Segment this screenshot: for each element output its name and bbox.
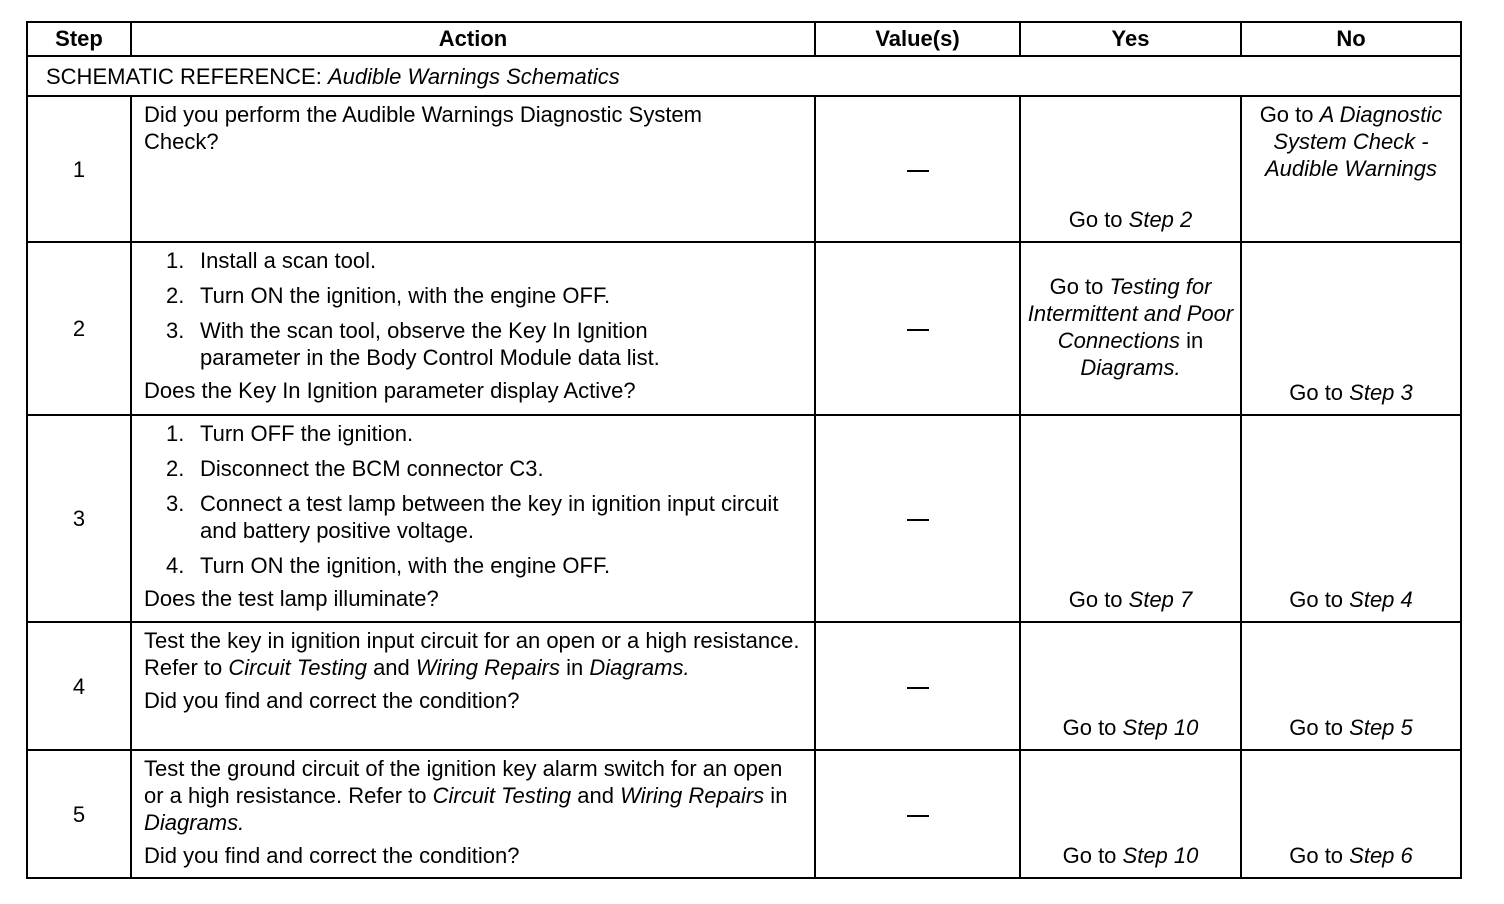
yes-prefix: Go to (1049, 273, 1110, 299)
wiring-repairs-link[interactable]: Wiring Repairs (620, 783, 765, 808)
diagnostic-table (26, 21, 1462, 879)
no-prefix: Go to (1289, 715, 1350, 740)
step-number: 2 (27, 242, 131, 415)
yes-link-2[interactable]: Diagrams. (1080, 354, 1181, 380)
no-cell (1241, 415, 1461, 622)
action-question: Does the Key In Ignition parameter display Active? (144, 378, 636, 403)
value-cell (815, 96, 1020, 242)
action-question: Did you find and correct the condition? (144, 843, 520, 868)
no-prefix: Go to (1289, 587, 1350, 612)
list-item: 1. Install a scan tool. (166, 248, 377, 273)
no-link[interactable]: Step 5 (1349, 715, 1413, 740)
no-prefix: Go to (1289, 843, 1350, 868)
yes-cell (1020, 96, 1241, 242)
yes-prefix: Go to (1068, 207, 1129, 232)
yes-cell (1020, 622, 1241, 750)
table-row (27, 96, 1461, 242)
yes-link[interactable]: Step 2 (1128, 207, 1193, 232)
action-cell (131, 242, 815, 415)
value-dash (907, 329, 929, 331)
schematic-reference-row (27, 56, 1461, 96)
list-item: 2. Disconnect the BCM connector C3. (166, 456, 544, 481)
header-yes: Yes (1020, 22, 1241, 56)
table-row (27, 415, 1461, 622)
header-step: Step (27, 22, 131, 56)
diagrams-link[interactable]: Diagrams. (589, 655, 690, 680)
list-item: 3. With the scan tool, observe the Key In Ignition parameter in the Body Control Module data list. (166, 318, 660, 370)
no-cell (1241, 96, 1461, 242)
yes-cell (1020, 750, 1241, 878)
no-link[interactable]: Step 6 (1349, 843, 1413, 868)
yes-cell (1020, 242, 1241, 415)
step-number: 5 (27, 750, 131, 878)
action-cell (131, 96, 815, 242)
yes-prefix: Go to (1062, 843, 1123, 868)
list-item: 3. Connect a test lamp between the key in ignition input circuit and battery positive voltage. (166, 491, 779, 543)
value-cell (815, 750, 1020, 878)
value-dash (907, 170, 929, 172)
no-link[interactable]: Step 4 (1349, 587, 1413, 612)
wiring-repairs-link[interactable]: Wiring Repairs (415, 655, 560, 680)
yes-link[interactable]: Step 10 (1122, 843, 1199, 868)
yes-cell (1020, 415, 1241, 622)
yes-prefix: Go to (1068, 587, 1129, 612)
header-action: Action (131, 22, 815, 56)
table-row (27, 750, 1461, 878)
no-link[interactable]: Step 3 (1349, 380, 1413, 405)
schematic-reference (27, 56, 1461, 96)
step-number: 4 (27, 622, 131, 750)
action-question: Does the test lamp illuminate? (144, 586, 439, 611)
value-dash (907, 687, 929, 689)
header-values: Value(s) (815, 22, 1020, 56)
action-text: Test the ground circuit of the ignition key alarm switch for an open or a high resistance. Refer to Circuit Testing and Wiring Repairs in Diagrams. (144, 756, 788, 835)
circuit-testing-link[interactable]: Circuit Testing (432, 783, 572, 808)
schematic-reference-label: SCHEMATIC REFERENCE: (46, 63, 328, 89)
yes-link[interactable]: Step 10 (1122, 715, 1199, 740)
table-row (27, 242, 1461, 415)
value-dash (907, 815, 929, 817)
value-cell (815, 622, 1020, 750)
yes-prefix: Go to (1062, 715, 1123, 740)
no-link[interactable]: A Diagnostic System Check - Audible Warnings (1264, 102, 1443, 181)
yes-link[interactable]: Step 7 (1128, 587, 1193, 612)
list-item: 4. Turn ON the ignition, with the engine OFF. (166, 553, 611, 578)
diagrams-link[interactable]: Diagrams. (144, 810, 245, 835)
value-dash (907, 519, 929, 521)
circuit-testing-link[interactable]: Circuit Testing (228, 655, 367, 680)
action-cell (131, 750, 815, 878)
list-item: 2. Turn ON the ignition, with the engine OFF. (166, 283, 611, 308)
value-cell (815, 242, 1020, 415)
action-question: Did you find and correct the condition? (144, 688, 520, 713)
step-number: 3 (27, 415, 131, 622)
no-prefix: Go to (1289, 380, 1350, 405)
table-row (27, 622, 1461, 750)
schematic-reference-link[interactable]: Audible Warnings Schematics (327, 63, 620, 89)
no-prefix: Go to (1259, 102, 1320, 127)
yes-link[interactable]: Testing for Intermittent and Poor Connections (1027, 273, 1234, 353)
yes-mid: in (1180, 327, 1204, 353)
value-cell (815, 415, 1020, 622)
list-item: 1. Turn OFF the ignition. (166, 421, 414, 446)
action-cell (131, 415, 815, 622)
step-number: 1 (27, 96, 131, 242)
no-cell (1241, 750, 1461, 878)
header-no: No (1241, 22, 1461, 56)
no-cell (1241, 242, 1461, 415)
header-row (27, 22, 1461, 56)
action-text: Did you perform the Audible Warnings Diagnostic System Check? (144, 102, 702, 154)
no-cell (1241, 622, 1461, 750)
action-cell (131, 622, 815, 750)
action-text: Test the key in ignition input circuit for an open or a high resistance. Refer to Circuit Testing and Wiring Repairs in Diagrams. (144, 628, 800, 680)
